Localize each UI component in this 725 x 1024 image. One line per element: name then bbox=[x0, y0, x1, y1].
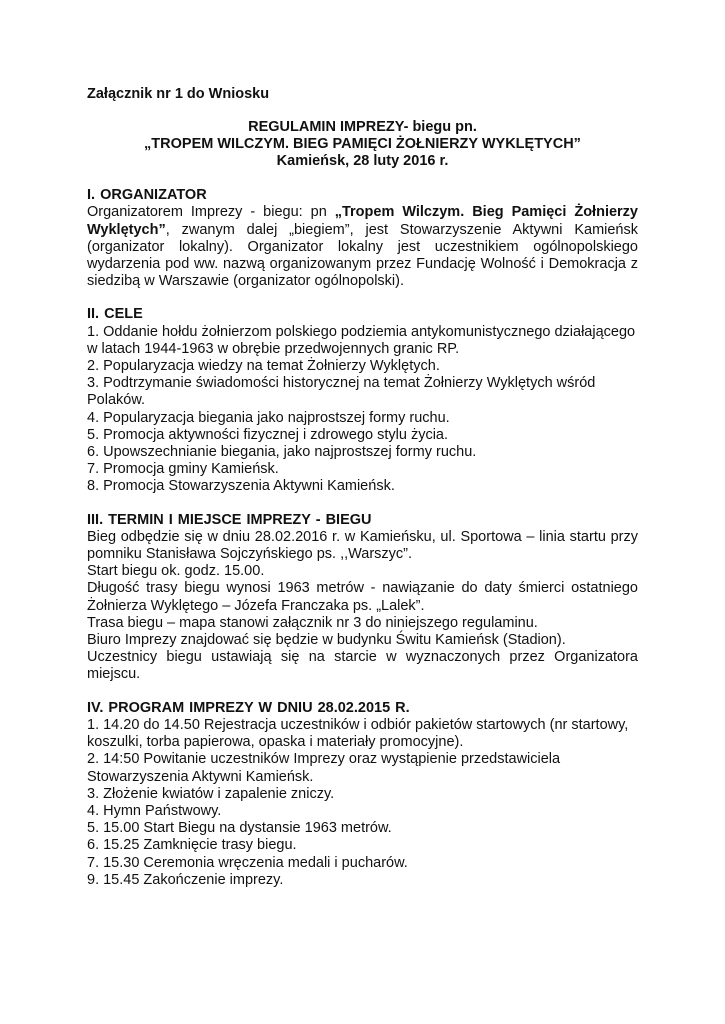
venue-paragraph: Bieg odbędzie się w dniu 28.02.2016 r. w Kamieńsku, ul. Sportowa – linia startu przy pomniku Stanisława Sojczyńskiego ps. ,,Warszyc”. bbox=[87, 528, 638, 563]
event-name: „Tropem Wilczym. Bieg Pamięci Żołnierzy Wyklętych” bbox=[87, 204, 638, 238]
section-organizer bbox=[87, 187, 638, 290]
list-item: 5. 15.00 Start Biegu na dystansie 1963 metrów. bbox=[87, 820, 392, 837]
title-line-3: Kamieńsk, 28 luty 2016 r. bbox=[276, 153, 449, 170]
list-item: 6. Upowszechnianie biegania, jako najprostszej formy ruchu. bbox=[87, 444, 477, 461]
venue-paragraph: Start biegu ok. godz. 15.00. bbox=[87, 563, 265, 580]
title-line-1: REGULAMIN IMPREZY- biegu pn. bbox=[248, 119, 477, 136]
organizer-rest: , zwanym dalej „biegiem”, jest Stowarzyszenie Aktywni Kamieńsk (organizator lokalny). Organizator lokalny jest uczestnikiem ogólnopolskiego wydarzenia pod ww. nazwą organizowanym przez Fundację Wolność i Demokracja z siedzibą w Warszawie (organizator ogólnopolski). bbox=[87, 221, 638, 290]
organizer-paragraph bbox=[87, 204, 638, 290]
section-goals bbox=[87, 306, 638, 495]
list-item: 4. Hymn Państwowy. bbox=[87, 802, 222, 819]
list-item: 1. Oddanie hołdu żołnierzom polskiego podziemia antykomunistycznego działającego w latach 1944-1963 w obrębie przedwojennych granic RP. bbox=[87, 323, 636, 357]
section-heading: I. ORGANIZATOR bbox=[87, 187, 207, 204]
venue-paragraph: Trasa biegu – mapa stanowi załącznik nr 3 do niniejszego regulaminu. bbox=[87, 614, 538, 631]
section-venue bbox=[87, 512, 638, 684]
list-item: 3. Podtrzymanie świadomości historycznej na temat Żołnierzy Wyklętych wśród Polaków. bbox=[87, 375, 596, 409]
venue-paragraph: Uczestnicy biegu ustawiają się na starcie w wyznaczonych przez Organizatora miejscu. bbox=[87, 649, 638, 683]
list-item: 6. 15.25 Zamknięcie trasy biegu. bbox=[87, 837, 297, 854]
list-item: 9. 15.45 Zakończenie imprezy. bbox=[87, 871, 284, 888]
attachment-label: Załącznik nr 1 do Wniosku bbox=[87, 86, 270, 102]
organizer-intro: Organizatorem Imprezy - biegu: pn bbox=[87, 204, 335, 221]
section-heading: II. CELE bbox=[87, 306, 143, 323]
list-item: 1. 14.20 do 14.50 Rejestracja uczestników i odbiór pakietów startowych (nr startowy, koszulki, torba papierowa, opaska i materiały promocyjne). bbox=[87, 716, 629, 751]
section-heading: III. TERMIN I MIEJSCE IMPREZY - BIEGU bbox=[87, 511, 372, 528]
title-block bbox=[87, 119, 638, 170]
list-item: 5. Promocja aktywności fizycznej i zdrowego stylu życia. bbox=[87, 426, 449, 443]
list-item: 3. Złożenie kwiatów i zapalenie zniczy. bbox=[87, 785, 335, 802]
list-item: 4. Popularyzacja biegania jako najprostszej formy ruchu. bbox=[87, 409, 450, 426]
venue-paragraph: Długość trasy biegu wynosi 1963 metrów - nawiązanie do daty śmierci ostatniego Żołnierza Wyklętego – Józefa Franczaka ps. „Lalek”. bbox=[87, 580, 638, 614]
list-item: 7. 15.30 Ceremonia wręczenia medali i pucharów. bbox=[87, 854, 408, 871]
list-item: 8. Promocja Stowarzyszenia Aktywni Kamieńsk. bbox=[87, 478, 395, 495]
section-program bbox=[87, 700, 638, 889]
title-line-2: „TROPEM WILCZYM. BIEG PAMIĘCI ŻOŁNIERZY WYKLĘTYCH” bbox=[144, 136, 581, 153]
venue-paragraph: Biuro Imprezy znajdować się będzie w budynku Świtu Kamieńsk (Stadion). bbox=[87, 632, 566, 649]
section-heading: IV. PROGRAM IMPREZY W DNIU 28.02.2015 R. bbox=[87, 699, 410, 716]
list-item: 2. Popularyzacja wiedzy na temat Żołnierzy Wyklętych. bbox=[87, 358, 440, 375]
list-item: 7. Promocja gminy Kamieńsk. bbox=[87, 461, 279, 478]
list-item: 2. 14:50 Powitanie uczestników Imprezy oraz wystąpienie przedstawiciela Stowarzyszenia Aktywni Kamieńsk. bbox=[87, 751, 561, 785]
